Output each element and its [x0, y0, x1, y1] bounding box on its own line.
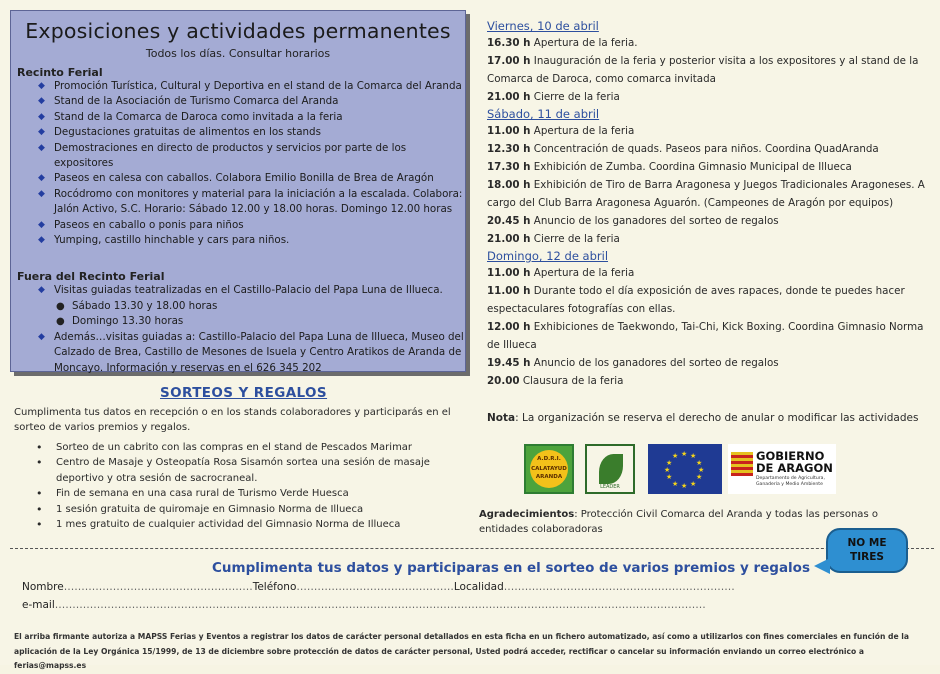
list-item: ◆ Stand de la Comarca de Daroca como invitada a la feria [38, 110, 465, 125]
nota: Nota: La organización se reserva el derecho de anular o modificar las actividades [487, 412, 919, 424]
list-item: ◆ Yumping, castillo hinchable y cars para niños. [38, 233, 465, 248]
diamond-bullet-icon: ◆ [38, 331, 45, 342]
bullet-icon: • [36, 518, 43, 532]
diamond-bullet-icon: ◆ [38, 219, 45, 230]
diamond-bullet-icon: ◆ [38, 81, 45, 91]
recinto-list [38, 79, 465, 248]
fuera-title: Fuera del Recinto Ferial [17, 270, 165, 284]
diamond-bullet-icon: ◆ [38, 96, 45, 107]
sorteos-intro: Cumplimenta tus datos en recepción o en los stands colaboradores y participarás en el sorteo de varios premios y regalos. [14, 407, 451, 433]
event: 20.45 h Anuncio de los ganadores del sorteo de regalos [487, 215, 779, 227]
nombre-field[interactable]: ……………………………………………… [63, 581, 253, 593]
list-item: ◆ Promoción Turística, Cultural y Deportiva en el stand de la Comarca del Aranda [38, 79, 465, 94]
list-item: • 1 sesión gratuita de quiromaje en Gimnasio Norma de Illueca [36, 502, 364, 516]
bullet-icon: • [36, 487, 43, 501]
localidad-label: Localidad [453, 581, 504, 593]
list-subitem: ● Domingo 13.30 horas [38, 314, 465, 329]
event: 12.30 h Concentración de quads. Paseos para niños. Coordina QuadAranda [487, 143, 879, 155]
sorteos-list [36, 440, 466, 532]
leader-logo: LEADER [585, 444, 635, 494]
list-subitem: ● Sábado 13.30 y 18.00 horas [38, 299, 465, 314]
diamond-bullet-icon: ◆ [38, 127, 45, 138]
day-heading-domingo: Domingo, 12 de abril [487, 249, 609, 263]
nombre-label: Nombre [22, 581, 64, 593]
event: 18.00 h Exhibición de Tiro de Barra Aragonesa y Juegos Tradicionales Aragoneses. A cargo del Club Barra Aragonesa Aguarón. (Campeones de Aragón por equipos) [487, 179, 925, 209]
programme [487, 18, 927, 390]
event: 21.00 h Cierre de la feria [487, 91, 620, 103]
event: 12.00 h Exhibiciones de Taekwondo, Tai-Chi, Kick Boxing. Coordina Gimnasio Norma de Illueca [487, 321, 924, 351]
form-title: Cumplimenta tus datos y participaras en el sorteo de varios premios y regalos [212, 560, 810, 576]
form-row-1 [22, 581, 735, 593]
event: 19.45 h Anuncio de los ganadores del sorteo de regalos [487, 357, 779, 369]
event: 17.00 h Inauguración de la feria y posterior visita a los expositores y al stand de la Comarca de Daroca, como comarca invitada [487, 55, 919, 85]
box-title: Exposiciones y actividades permanentes [25, 19, 451, 43]
list-item: • 1 mes gratuito de cualquier actividad del Gimnasio Norma de Illueca [36, 518, 401, 532]
eu-flag-logo: ★ ★ ★ ★ ★ ★ ★ ★ ★ ★ ★ ★ [648, 444, 722, 494]
bullet-icon: ● [56, 300, 65, 312]
event: 20.00 Clausura de la feria [487, 375, 624, 387]
list-item: ◆ Rocódromo con monitores y material para la iniciación a la escalada. Colabora: Jalón Activo, S.C. Horario: Sábado 12.00 y 18.00 horas. Domingo 12.00 horas [38, 187, 463, 216]
box-subtitle: Todos los días. Consultar horarios [145, 47, 331, 60]
event: 17.30 h Exhibición de Zumba. Coordina Gimnasio Municipal de Illueca [487, 161, 852, 173]
agradecimientos: Agradecimientos: Protección Civil Comarca del Aranda y todas las personas o entidades colaboradoras [479, 509, 878, 535]
bullet-icon: • [36, 502, 43, 516]
diamond-bullet-icon: ◆ [38, 188, 45, 199]
diamond-bullet-icon: ◆ [38, 111, 45, 122]
list-item: ◆ Demostraciones en directo de productos y servicios por parte de los expositores [38, 141, 407, 170]
list-item: ◆ Stand de la Asociación de Turismo Comarca del Aranda [38, 94, 465, 109]
bullet-icon: • [36, 456, 43, 470]
email-label: e-mail [22, 599, 55, 611]
list-item: ◆ Visitas guiadas teatralizadas en el Castillo-Palacio del Papa Luna de Illueca. [38, 283, 465, 298]
diamond-bullet-icon: ◆ [38, 235, 45, 246]
permanent-activities-box [10, 10, 466, 372]
list-item: • Sorteo de un cabrito con las compras en el stand de Pescados Marimar [36, 441, 413, 454]
event: 16.30 h Apertura de la feria. [487, 37, 638, 49]
telefono-field[interactable]: ……………………………………… [296, 581, 454, 593]
list-item: • Centro de Masaje y Osteopatía Rosa Sisamón sortea una sesión de masaje deportivo y otra sesión de sacrocraneal. [36, 456, 430, 484]
event: 11.00 h Apertura de la feria [487, 125, 635, 137]
email-field[interactable]: …………………………………………………………………………………………………………………………………………………………………… [54, 599, 706, 611]
bullet-icon: • [36, 441, 43, 454]
cut-line [10, 548, 934, 549]
sorteos-title: SORTEOS Y REGALOS [160, 385, 328, 401]
fuera-list [38, 283, 465, 375]
diamond-bullet-icon: ◆ [38, 173, 45, 184]
bullet-icon: ● [56, 316, 65, 328]
localidad-field[interactable]: ………………………………………………………… [503, 581, 735, 593]
diamond-bullet-icon: ◆ [38, 285, 45, 296]
event: 11.00 h Durante todo el día exposición de aves rapaces, donde te puedes hacer espectaculares fotografías con ellas. [487, 285, 905, 315]
list-item: ◆ Además…visitas guiadas a: Castillo-Palacio del Papa Luna de Illueca, Museo del Calzado de Brea, Castillo de Mesones de Isuela y Centro Aratikos de Aranda de Moncayo. Información y reservas en el 626 345 202 [38, 330, 464, 374]
gobierno-aragon-logo: GOBIERNO DE ARAGON Departamento de Agricultura, Ganadería y Medio Ambiente [728, 444, 836, 494]
event: 21.00 h Cierre de la feria [487, 233, 620, 245]
recinto-title: Recinto Ferial [17, 66, 103, 79]
day-heading-sabado: Sábado, 11 de abril [487, 107, 600, 121]
diamond-bullet-icon: ◆ [38, 142, 45, 153]
telefono-label: Teléfono [252, 581, 297, 593]
adri-aranda-logo: A.D.R.I. CALATAYUD ARANDA [524, 444, 574, 494]
list-item: • Fin de semana en una casa rural de Turismo Verde Huesca [36, 487, 349, 501]
form-row-2 [22, 599, 706, 611]
legal-notice: El arriba firmante autoriza a MAPSS Ferias y Eventos a registrar los datos de carácter personal detallados en esta ficha en un fichero automatizado, así como a utilizarlos con fines comerciales en función de la aplicación de la Ley Orgánica 15/1999, de 13 de diciembre sobre protección de datos de carácter personal, Usted podrá acceder, rectificar o cancelar su información enviando un correo electrónico a ferias@mapss.es [14, 632, 909, 670]
event: 11.00 h Apertura de la feria [487, 267, 635, 279]
day-heading-viernes: Viernes, 10 de abril [487, 19, 599, 33]
no-me-tires-bubble: NO ME TIRES [826, 528, 908, 573]
list-item: ◆ Degustaciones gratuitas de alimentos en los stands [38, 125, 465, 140]
list-item: ◆ Paseos en calesa con caballos. Colabora Emilio Bonilla de Brea de Aragón [38, 171, 465, 186]
list-item: ◆ Paseos en caballo o ponis para niños [38, 218, 465, 233]
